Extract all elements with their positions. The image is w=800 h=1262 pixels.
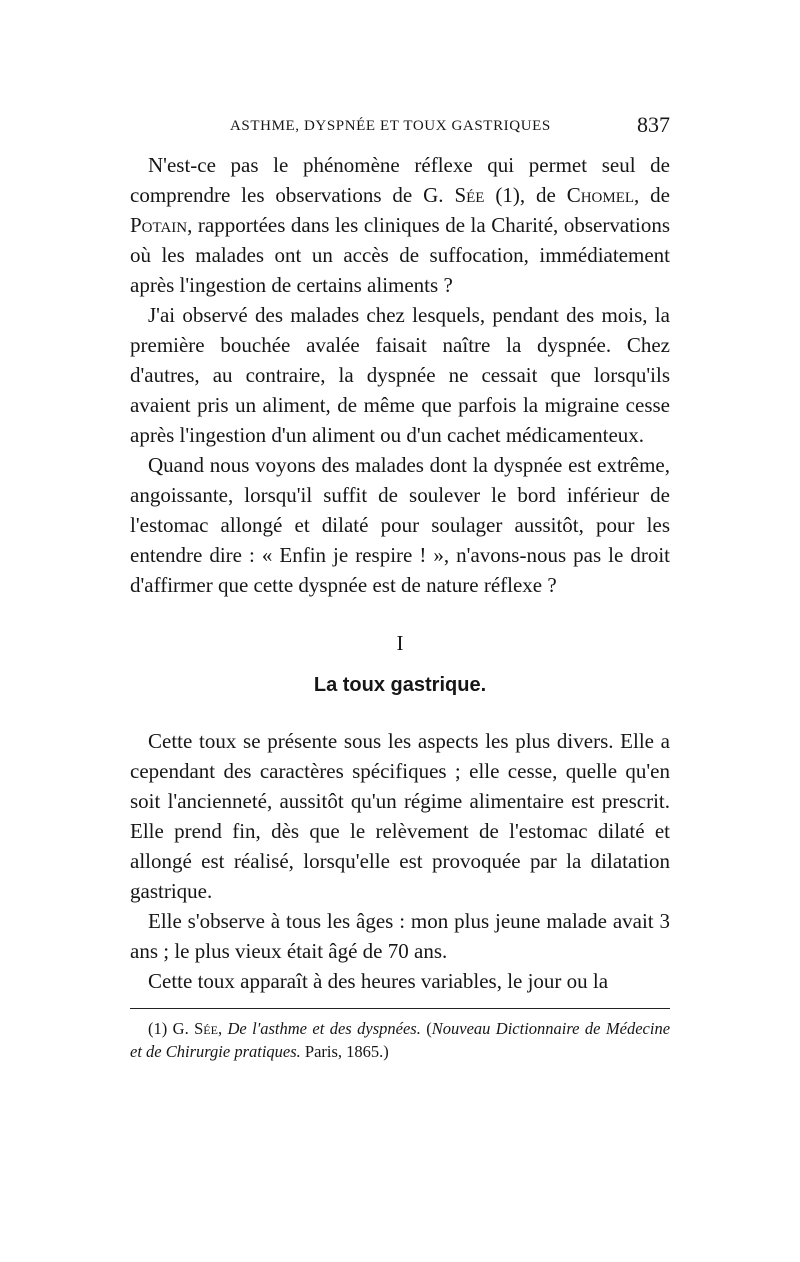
section-numeral: I (396, 631, 404, 655)
paragraph-1-text-c: , de (634, 183, 670, 207)
paragraph-1-text-a: N'est-ce pas le phénomène réflexe qui permet seul de comprendre les observations de (130, 153, 670, 207)
paragraph-6: Cette toux apparaît à des heures variables, le jour ou la (148, 969, 609, 993)
footnote-tail: Paris, 1865.) (300, 1042, 389, 1061)
running-title: ASTHME, DYSPNÉE ET TOUX GASTRIQUES (230, 118, 551, 134)
book-page (130, 112, 670, 1063)
footnote-sep-2: ( (420, 1019, 432, 1038)
paragraph-3: Quand nous voyons des malades dont la dyspnée est extrême, angoissante, lorsqu'il suffit de soulever le bord inférieur de l'estomac allongé et dilaté pour soulager aussitôt, pour les entendre dire : « Enfin je respire ! », n'avons-nous pas le droit d'affirmer que cette dyspnée est de nature réflexe ? (130, 453, 670, 597)
paragraph-4: Cette toux se présente sous les aspects les plus divers. Elle a cependant des caractères spécifiques ; elle cesse, quelle qu'en soit l'ancienneté, aussitôt qu'un régime alimentaire est prescrit. Elle prend fin, dès que le relèvement de l'estomac dilaté et allongé est réalisé, lorsqu'elle est provoquée par la dilatation gastrique. (130, 729, 670, 903)
footnote-author: G. Sée (172, 1019, 218, 1038)
author-chomel: Chomel (566, 183, 635, 207)
author-potain: Potain (130, 213, 188, 237)
section-title: La toux gastrique. (313, 674, 487, 696)
paragraph-1-text-d: , rapportées dans les cliniques de la Charité, observations où les malades ont un accès de suffocation, immédiatement après l'ingestion de certains aliments ? (130, 213, 670, 297)
footnote-sep-1: , (217, 1019, 228, 1038)
footnote (130, 1017, 670, 1063)
paragraph-5: Elle s'observe à tous les âges : mon plus jeune malade avait 3 ans ; le plus vieux était âgé de 70 ans. (130, 909, 670, 963)
footnote-marker: (1) (148, 1019, 173, 1038)
paragraph-1-text-b: (1), de (484, 183, 567, 207)
footnote-rule (130, 1008, 670, 1009)
paragraph-2: J'ai observé des malades chez lesquels, pendant des mois, la première bouchée avalée faisait naître la dyspnée. Chez d'autres, au contraire, la dyspnée ne cessait que lorsqu'ils avaient pris un aliment, de même que parfois la migraine cesse après l'ingestion d'un aliment ou d'un cachet médicamenteux. (130, 303, 670, 447)
author-see: G. Sée (423, 183, 485, 207)
page-number: 837 (637, 112, 670, 137)
footnote-series: Nouveau Dictionnaire de Médecine et de Chirurgie pratiques. (130, 1019, 671, 1061)
running-head (130, 112, 670, 144)
paragraph-1 (130, 150, 670, 300)
footnote-title: De l'asthme et des dyspnées. (227, 1019, 421, 1038)
